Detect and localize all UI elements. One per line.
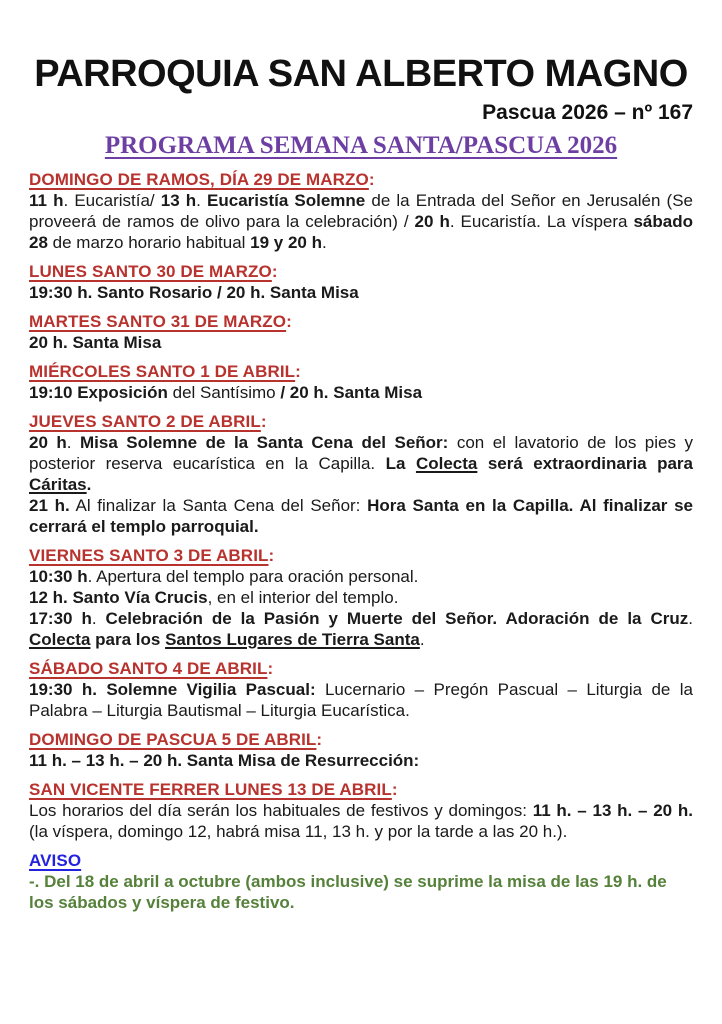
text-run: . Eucaristía. La víspera [449,212,634,231]
text-run: 20 h [414,212,450,231]
text-run: 20 h [29,433,67,452]
text-run: . [419,630,425,649]
text-run: del Santísimo [167,383,281,402]
section-paragraph [29,432,693,495]
section-sabado-santo [29,658,693,721]
section-heading-text: SÁBADO SANTO 4 DE ABRIL [29,659,268,678]
text-run: . [321,233,327,252]
section-paragraph [29,495,693,537]
text-run: 10:30 h [29,567,88,586]
section-heading-text: VIERNES SANTO 3 DE ABRIL [29,546,269,565]
section-heading-colon: : [368,170,375,189]
page-title: PARROQUIA SAN ALBERTO MAGNO [34,53,688,95]
section-miercoles-santo [29,361,693,403]
text-run: 21 h. [29,496,70,515]
program-subtitle-text: PROGRAMA SEMANA SANTA/PASCUA 2026 [104,132,618,159]
text-run: 19:30 h. Santo Rosario / 20 h. Santa Misa [29,283,359,302]
text-run: 11 h [29,191,64,210]
section-lunes-santo [29,261,693,303]
text-run: , en el interior del templo. [207,588,399,607]
section-paragraph [29,566,693,587]
text-run: Al finalizar la Santa Cena del Señor: [69,496,368,515]
section-heading [29,261,693,282]
text-run: 17:30 h [29,609,92,628]
section-paragraph [29,871,693,913]
text-run: Colecta [29,630,91,649]
text-run: Cáritas [29,475,87,494]
section-viernes-santo [29,545,693,650]
section-paragraph [29,332,693,353]
section-domingo-pascua [29,729,693,771]
program-subtitle [29,131,693,161]
issue-number: Pascua 2026 – nº 167 [482,101,693,124]
text-run: de marzo horario habitual [47,233,251,252]
section-heading-text: DOMINGO DE PASCUA 5 DE ABRIL [29,730,317,749]
section-san-vicente-ferrer [29,779,693,842]
section-heading [29,850,693,871]
section-heading [29,729,693,750]
text-run: . Apertura del templo para oración personal. [87,567,419,586]
text-run: de la Entrada del Señor en Jerusalén (Se proveerá de ramos de olivo para la celebración) / [29,191,694,231]
text-run: . [86,475,92,494]
text-run: para los [90,630,166,649]
section-heading-text: JUEVES SANTO 2 DE ABRIL [29,412,261,431]
text-run: Misa Solemne de la Santa Cena del Señor: [80,433,449,452]
text-run: . [91,609,106,628]
section-heading-colon: : [268,546,275,565]
section-heading-text: AVISO [29,851,82,870]
section-heading-colon: : [260,412,267,431]
text-run: Eucaristía Solemne [207,191,366,210]
section-paragraph [29,190,693,253]
text-run: 19:30 h. Solemne Vigilia Pascual: [29,680,316,699]
section-heading [29,658,693,679]
text-run: sábado 28 [29,212,693,252]
text-run: (la víspera, domingo 12, habrá misa 11, 13 h. y por la tarde a las 20 h.). [29,822,568,841]
section-paragraph [29,282,693,303]
text-run: 13 h [160,191,197,210]
section-heading [29,411,693,432]
text-run: Celebración de la Pasión y Muerte del Señor. Adoración de la Cruz [105,609,689,628]
section-aviso [29,850,693,913]
text-run: con el lavatorio de los pies y posterior reserva eucarística en la Capilla. [29,433,693,473]
text-run: La [385,454,416,473]
section-paragraph [29,587,693,608]
section-heading [29,545,693,566]
section-paragraph [29,750,693,771]
section-paragraph [29,800,693,842]
text-run: / 20 h. Santa Misa [280,383,423,402]
section-heading-colon: : [316,730,323,749]
section-heading-colon: : [286,312,292,331]
section-domingo-ramos [29,169,693,253]
text-run: . Eucaristía/ [63,191,161,210]
section-jueves-santo [29,411,693,537]
section-heading [29,169,693,190]
text-run: . [196,191,208,210]
section-heading-colon: : [267,659,274,678]
text-run: 20 h. Santa Misa [29,333,162,352]
section-paragraph [29,679,693,721]
text-run: 19:10 Exposición [29,383,168,402]
section-heading-colon: : [391,780,398,799]
section-heading-text: LUNES SANTO 30 DE MARZO [29,262,272,281]
section-heading [29,311,693,332]
text-run: . [688,609,693,628]
section-heading-text: SAN VICENTE FERRER LUNES 13 DE ABRIL [29,780,392,799]
section-martes-santo [29,311,693,353]
section-heading [29,779,693,800]
section-heading-text: MIÉRCOLES SANTO 1 DE ABRIL [29,362,296,381]
text-run: . [66,433,80,452]
text-run: 19 y 20 h [250,233,322,252]
text-run: -. Del 18 de abril a octubre (ambos inclusive) se suprime la misa de las 19 h. de los sábados y víspera de festivo. [29,872,667,912]
section-heading-colon: : [271,262,278,281]
section-heading [29,361,693,382]
text-run: Santos Lugares de Tierra Santa [165,630,420,649]
section-paragraph [29,382,693,403]
text-run: Colecta [415,454,478,473]
text-run: Lucernario – Pregón Pascual – Liturgia de la Palabra – Liturgia Bautismal – Liturgia Eucarística. [29,680,693,720]
text-run: Hora Santa en la Capilla. Al finalizar se cerrará el templo parroquial. [29,496,693,536]
text-run: Los horarios del día serán los habituales de festivos y domingos: [29,801,533,820]
text-run: 11 h. – 13 h. – 20 h. [532,801,693,820]
section-heading-text: MARTES SANTO 31 DE MARZO [29,312,287,331]
section-heading-text: DOMINGO DE RAMOS, DÍA 29 DE MARZO [29,170,369,189]
text-run: 12 h. Santo Vía Crucis [29,588,208,607]
section-heading-colon: : [295,362,301,381]
sections-container [29,169,693,913]
text-run: 11 h. – 13 h. – 20 h. Santa Misa de Resurrección: [29,751,420,770]
text-run: será extraordinaria para [477,454,694,473]
section-paragraph [29,608,693,650]
